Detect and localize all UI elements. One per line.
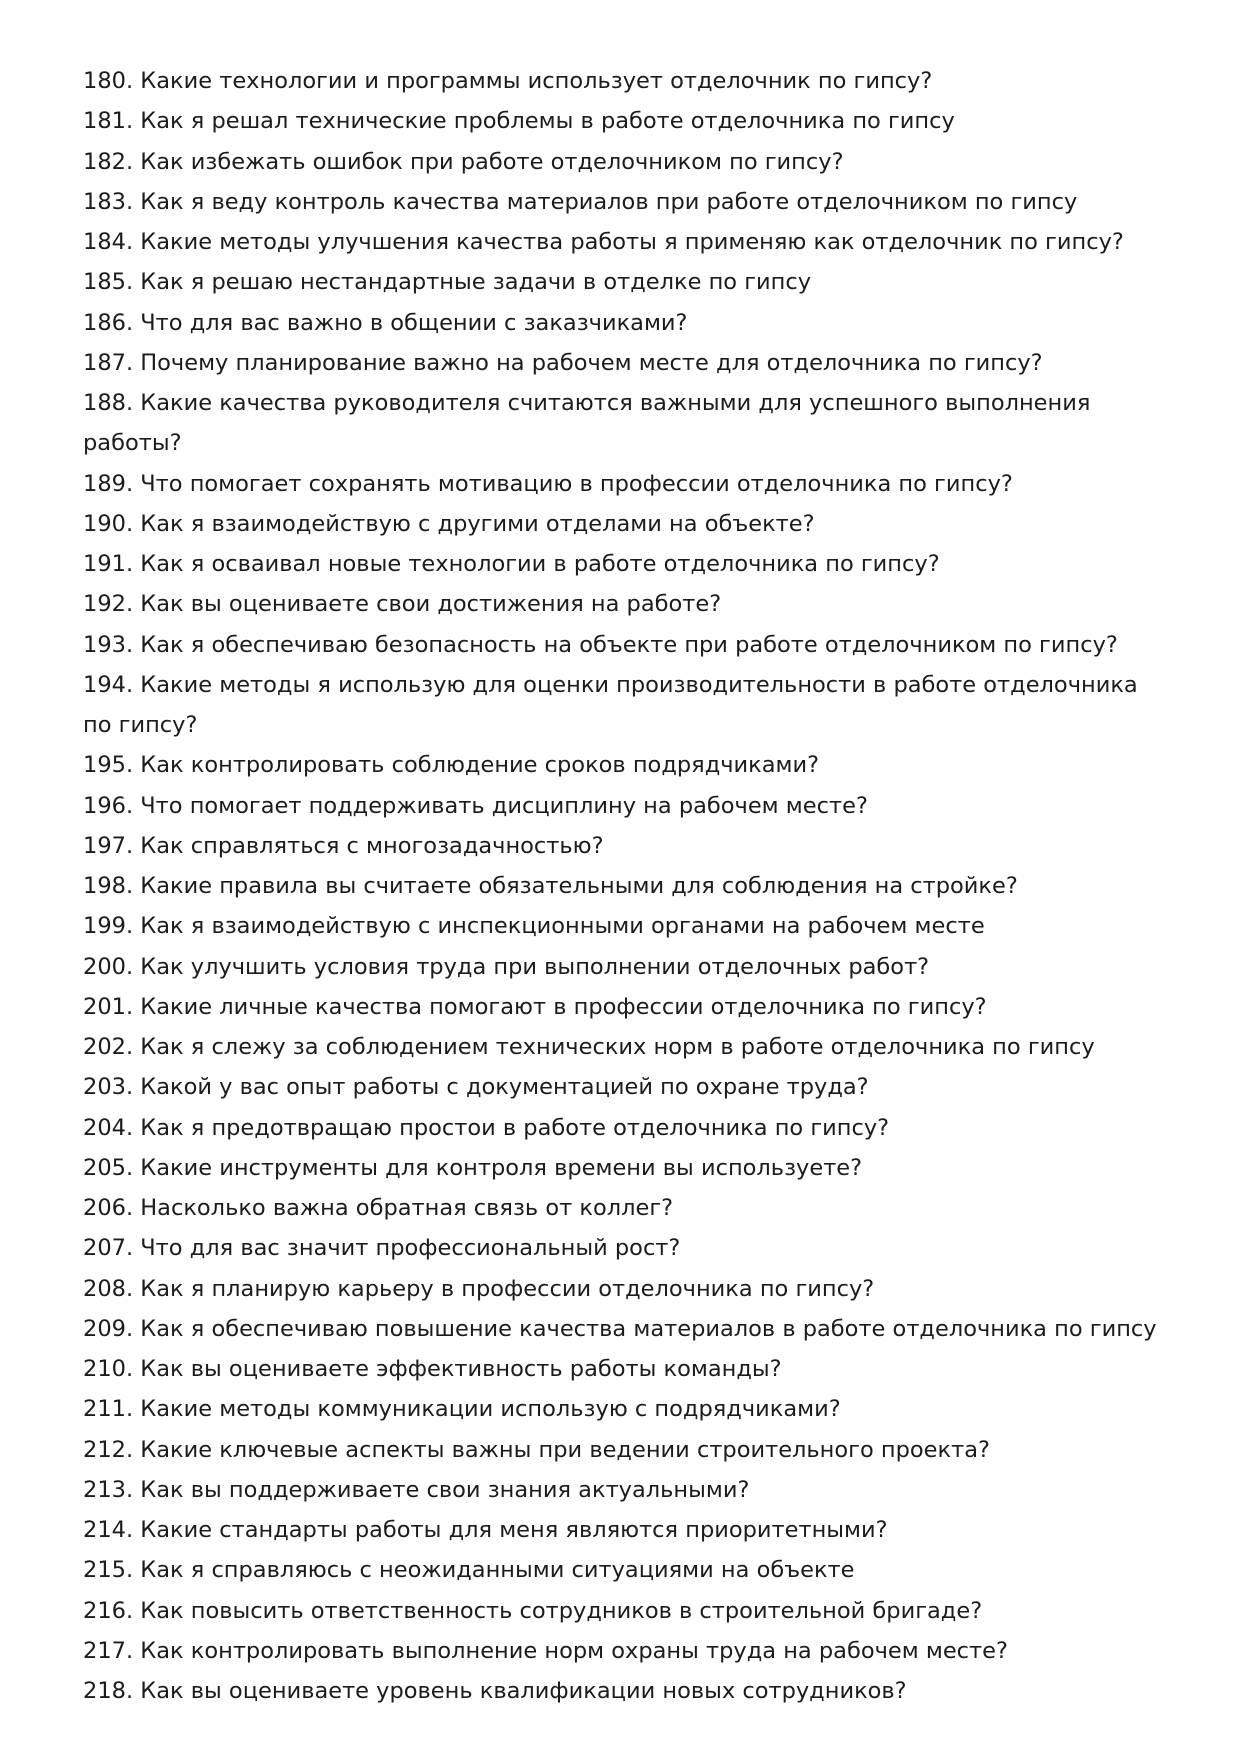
list-item: 204. Как я предотвращаю простои в работе отделочника по гипсу? [83, 1114, 890, 1141]
list-item: 210. Как вы оцениваете эффективность работы команды? [83, 1356, 782, 1382]
list-item: 200. Как улучшить условия труда при выполнении отделочных работ? [83, 953, 930, 980]
list-item: 198. Какие правила вы считаете обязательными для соблюдения на стройке? [83, 873, 1018, 899]
list-item: 208. Как я планирую карьеру в профессии отделочника по гипсу? [83, 1275, 875, 1302]
list-item: 194. Какие методы я использую для оценки производительности в работе отделочника по гипсу? [83, 671, 1138, 738]
list-item: 197. Как справляться с многозадачностью? [83, 832, 604, 859]
list-item: 218. Как вы оцениваете уровень квалификации новых сотрудников? [83, 1678, 907, 1704]
list-item: 186. Что для вас важно в общении с заказчиками? [83, 309, 688, 336]
list-item: 211. Какие методы коммуникации использую с подрядчиками? [83, 1396, 841, 1423]
list-item: 202. Как я слежу за соблюдением технических норм в работе отделочника по гипсу [83, 1034, 1095, 1060]
list-item: 190. Как я взаимодействую с другими отделами на объекте? [83, 510, 815, 537]
list-item: 215. Как я справляюсь с неожиданными ситуациями на объекте [83, 1557, 855, 1584]
list-item: 207. Что для вас значит профессиональный рост? [83, 1235, 681, 1262]
list-item: 180. Какие технологии и программы использует отделочник по гипсу? [83, 68, 933, 94]
list-item: 206. Насколько важна обратная связь от коллег? [83, 1195, 674, 1221]
list-item: 182. Как избежать ошибок при работе отделочником по гипсу? [83, 148, 844, 175]
list-item: 214. Какие стандарты работы для меня являются приоритетными? [83, 1517, 888, 1543]
list-item: 192. Как вы оцениваете свои достижения на работе? [83, 591, 722, 618]
question-list [83, 61, 1158, 1711]
list-item: 201. Какие личные качества помогают в профессии отделочника по гипсу? [83, 993, 987, 1020]
list-item: 199. Как я взаимодействую с инспекционными органами на рабочем месте [83, 913, 985, 940]
list-item: 193. Как я обеспечиваю безопасность на объекте при работе отделочником по гипсу? [83, 631, 1118, 658]
list-item: 196. Что помогает поддерживать дисциплину на рабочем месте? [83, 792, 868, 819]
list-item: 183. Как я веду контроль качества материалов при работе отделочником по гипсу [83, 188, 1078, 215]
list-item: 181. Как я решал технические проблемы в работе отделочника по гипсу [83, 108, 955, 135]
list-item: 188. Какие качества руководителя считаются важными для успешного выполнения работы? [83, 390, 1091, 457]
list-item: 185. Как я решаю нестандартные задачи в отделке по гипсу [83, 269, 812, 296]
list-item: 205. Какие инструменты для контроля времени вы используете? [83, 1154, 863, 1181]
list-item: 184. Какие методы улучшения качества работы я применяю как отделочник по гипсу? [83, 229, 1124, 255]
list-item: 191. Как я осваивал новые технологии в работе отделочника по гипсу? [83, 551, 940, 577]
list-item: 195. Как контролировать соблюдение сроков подрядчиками? [83, 752, 820, 779]
list-item: 187. Почему планирование важно на рабочем месте для отделочника по гипсу? [83, 349, 1043, 376]
list-item: 217. Как контролировать выполнение норм охраны труда на рабочем месте? [83, 1637, 1008, 1664]
list-item: 216. Как повысить ответственность сотрудников в строительной бригаде? [83, 1597, 983, 1624]
list-item: 212. Какие ключевые аспекты важны при ведении строительного проекта? [83, 1436, 990, 1463]
list-item: 189. Что помогает сохранять мотивацию в профессии отделочника по гипсу? [83, 470, 1013, 497]
list-item: 213. Как вы поддерживаете свои знания актуальными? [83, 1476, 750, 1503]
list-item: 203. Какой у вас опыт работы с документацией по охране труда? [83, 1074, 869, 1101]
list-item: 209. Как я обеспечиваю повышение качества материалов в работе отделочника по гипсу [83, 1315, 1157, 1342]
